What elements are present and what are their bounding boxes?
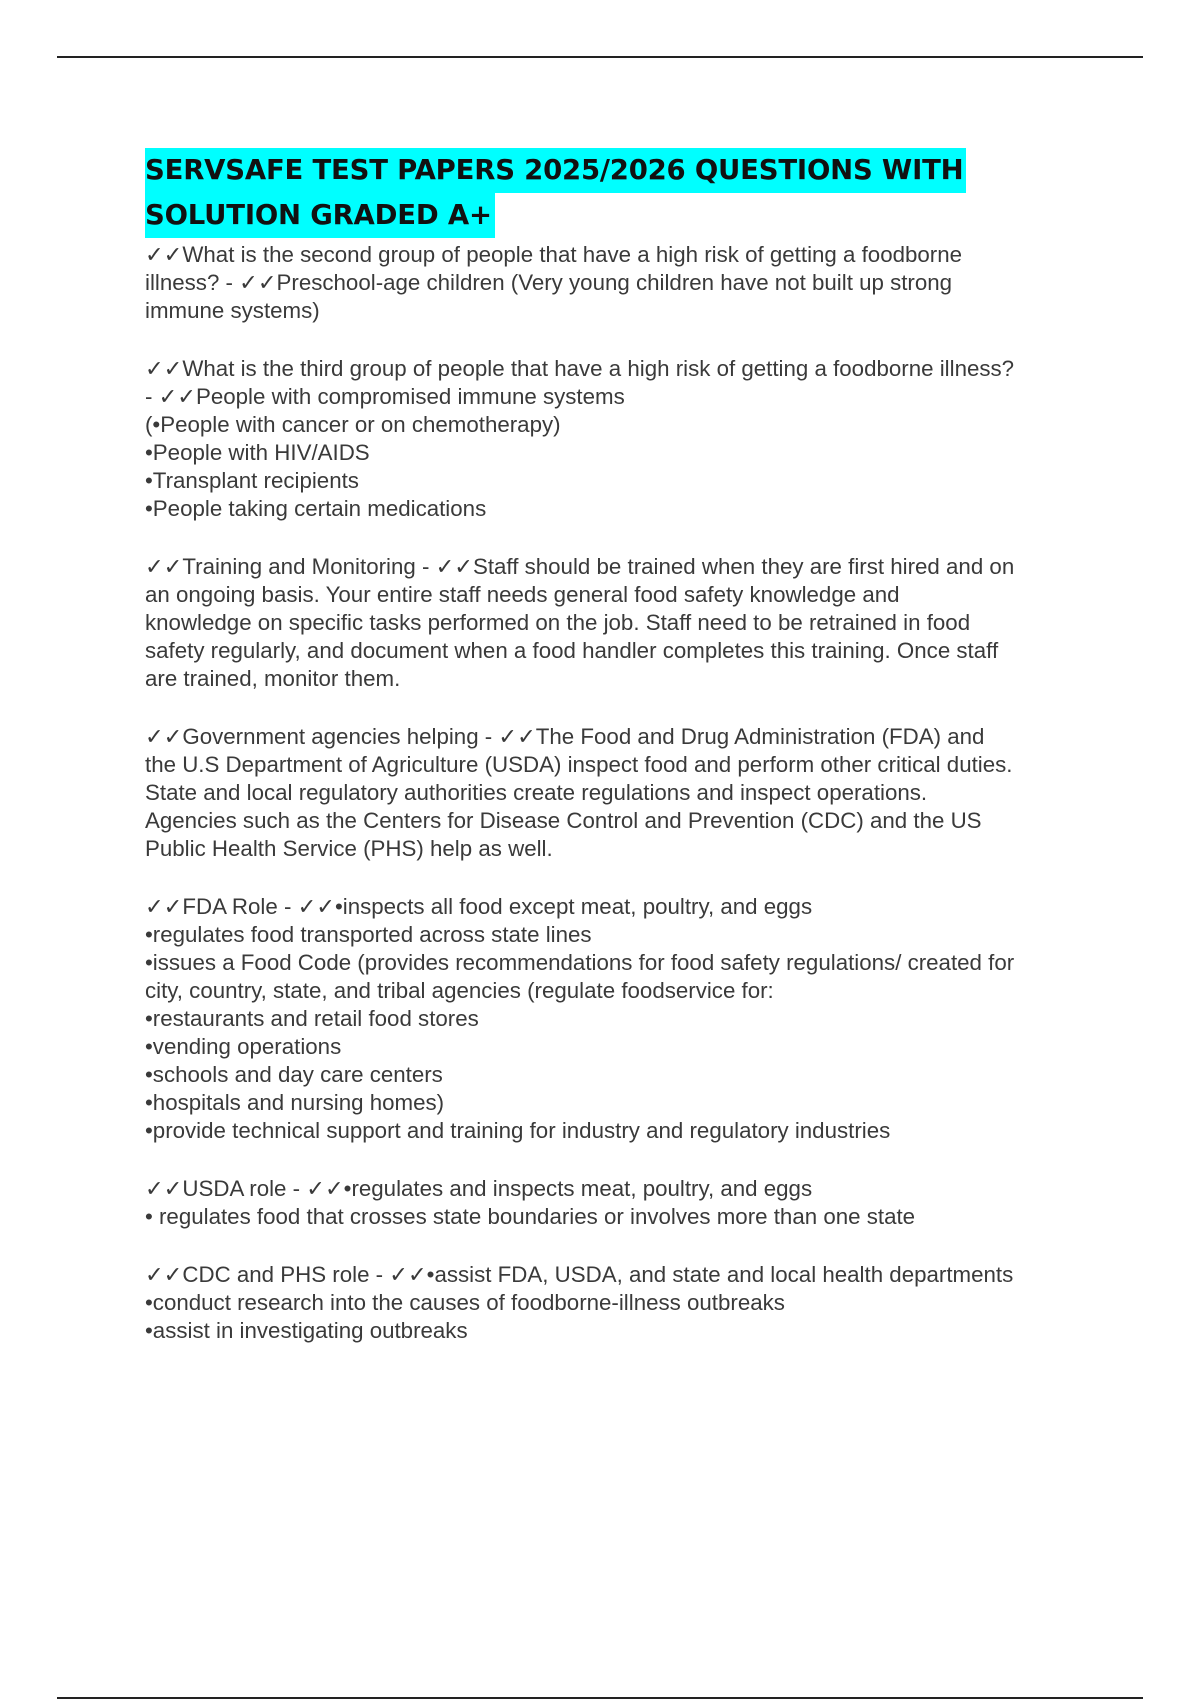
text-line: ✓✓Training and Monitoring - ✓✓Staff should be trained when they are first hired and on	[145, 554, 1015, 579]
top-rule	[57, 56, 1143, 58]
qa-entry-government-agencies	[145, 723, 1095, 863]
text-line: •issues a Food Code (provides recommendations for food safety regulations/ created for	[145, 950, 1015, 975]
text-line: •schools and day care centers	[145, 1062, 443, 1087]
text-line: (•People with cancer or on chemotherapy)	[145, 412, 561, 437]
text-line: ✓✓CDC and PHS role - ✓✓•assist FDA, USDA, and state and local health departments	[145, 1262, 1014, 1287]
text-line: •People taking certain medications	[145, 496, 487, 521]
text-line: ✓✓What is the second group of people that have a high risk of getting a foodborne	[145, 242, 963, 267]
text-line: ✓✓USDA role - ✓✓•regulates and inspects meat, poultry, and eggs	[145, 1176, 813, 1201]
text-line: •assist in investigating outbreaks	[145, 1318, 468, 1343]
qa-entry-training-monitoring	[145, 553, 1095, 693]
qa-list	[145, 241, 1095, 1345]
qa-entry-third-risk-group	[145, 355, 1095, 523]
title-line-1: SERVSAFE TEST PAPERS 2025/2026 QUESTIONS WITH	[145, 148, 966, 193]
text-line: •conduct research into the causes of foodborne-illness outbreaks	[145, 1290, 785, 1315]
text-line: •hospitals and nursing homes)	[145, 1090, 445, 1115]
qa-entry-cdc-phs-role	[145, 1261, 1095, 1345]
text-line: illness? - ✓✓Preschool-age children (Very young children have not built up strong	[145, 270, 953, 295]
text-line: ✓✓What is the third group of people that have a high risk of getting a foodborne illness?	[145, 356, 1015, 381]
text-line: are trained, monitor them.	[145, 666, 401, 691]
text-line: •Transplant recipients	[145, 468, 359, 493]
text-line: •regulates food transported across state lines	[145, 922, 592, 947]
text-line: immune systems)	[145, 298, 320, 323]
text-line: •provide technical support and training for industry and regulatory industries	[145, 1118, 891, 1143]
document-body	[145, 148, 1095, 1375]
text-line: ✓✓Government agencies helping - ✓✓The Food and Drug Administration (FDA) and	[145, 724, 985, 749]
text-line: - ✓✓People with compromised immune systems	[145, 384, 625, 409]
title-line-2: SOLUTION GRADED A+	[145, 193, 495, 238]
text-line: •vending operations	[145, 1034, 342, 1059]
text-line: • regulates food that crosses state boundaries or involves more than one state	[145, 1204, 916, 1229]
text-line: •restaurants and retail food stores	[145, 1006, 479, 1031]
bottom-rule	[57, 1697, 1143, 1699]
text-line: safety regularly, and document when a food handler completes this training. Once staff	[145, 638, 999, 663]
text-line: Agencies such as the Centers for Disease Control and Prevention (CDC) and the US	[145, 808, 982, 833]
qa-entry-usda-role	[145, 1175, 1095, 1231]
text-line: State and local regulatory authorities create regulations and inspect operations.	[145, 780, 928, 805]
text-line: city, country, state, and tribal agencies (regulate foodservice for:	[145, 978, 774, 1003]
text-line: the U.S Department of Agriculture (USDA) inspect food and perform other critical duties.	[145, 752, 1013, 777]
text-line: •People with HIV/AIDS	[145, 440, 370, 465]
text-line: knowledge on specific tasks performed on the job. Staff need to be retrained in food	[145, 610, 971, 635]
text-line: ✓✓FDA Role - ✓✓•inspects all food except meat, poultry, and eggs	[145, 894, 813, 919]
qa-entry-second-risk-group	[145, 241, 1095, 325]
text-line: Public Health Service (PHS) help as well.	[145, 836, 553, 861]
text-line: an ongoing basis. Your entire staff needs general food safety knowledge and	[145, 582, 900, 607]
document-title	[145, 148, 1095, 238]
qa-entry-fda-role	[145, 893, 1095, 1145]
